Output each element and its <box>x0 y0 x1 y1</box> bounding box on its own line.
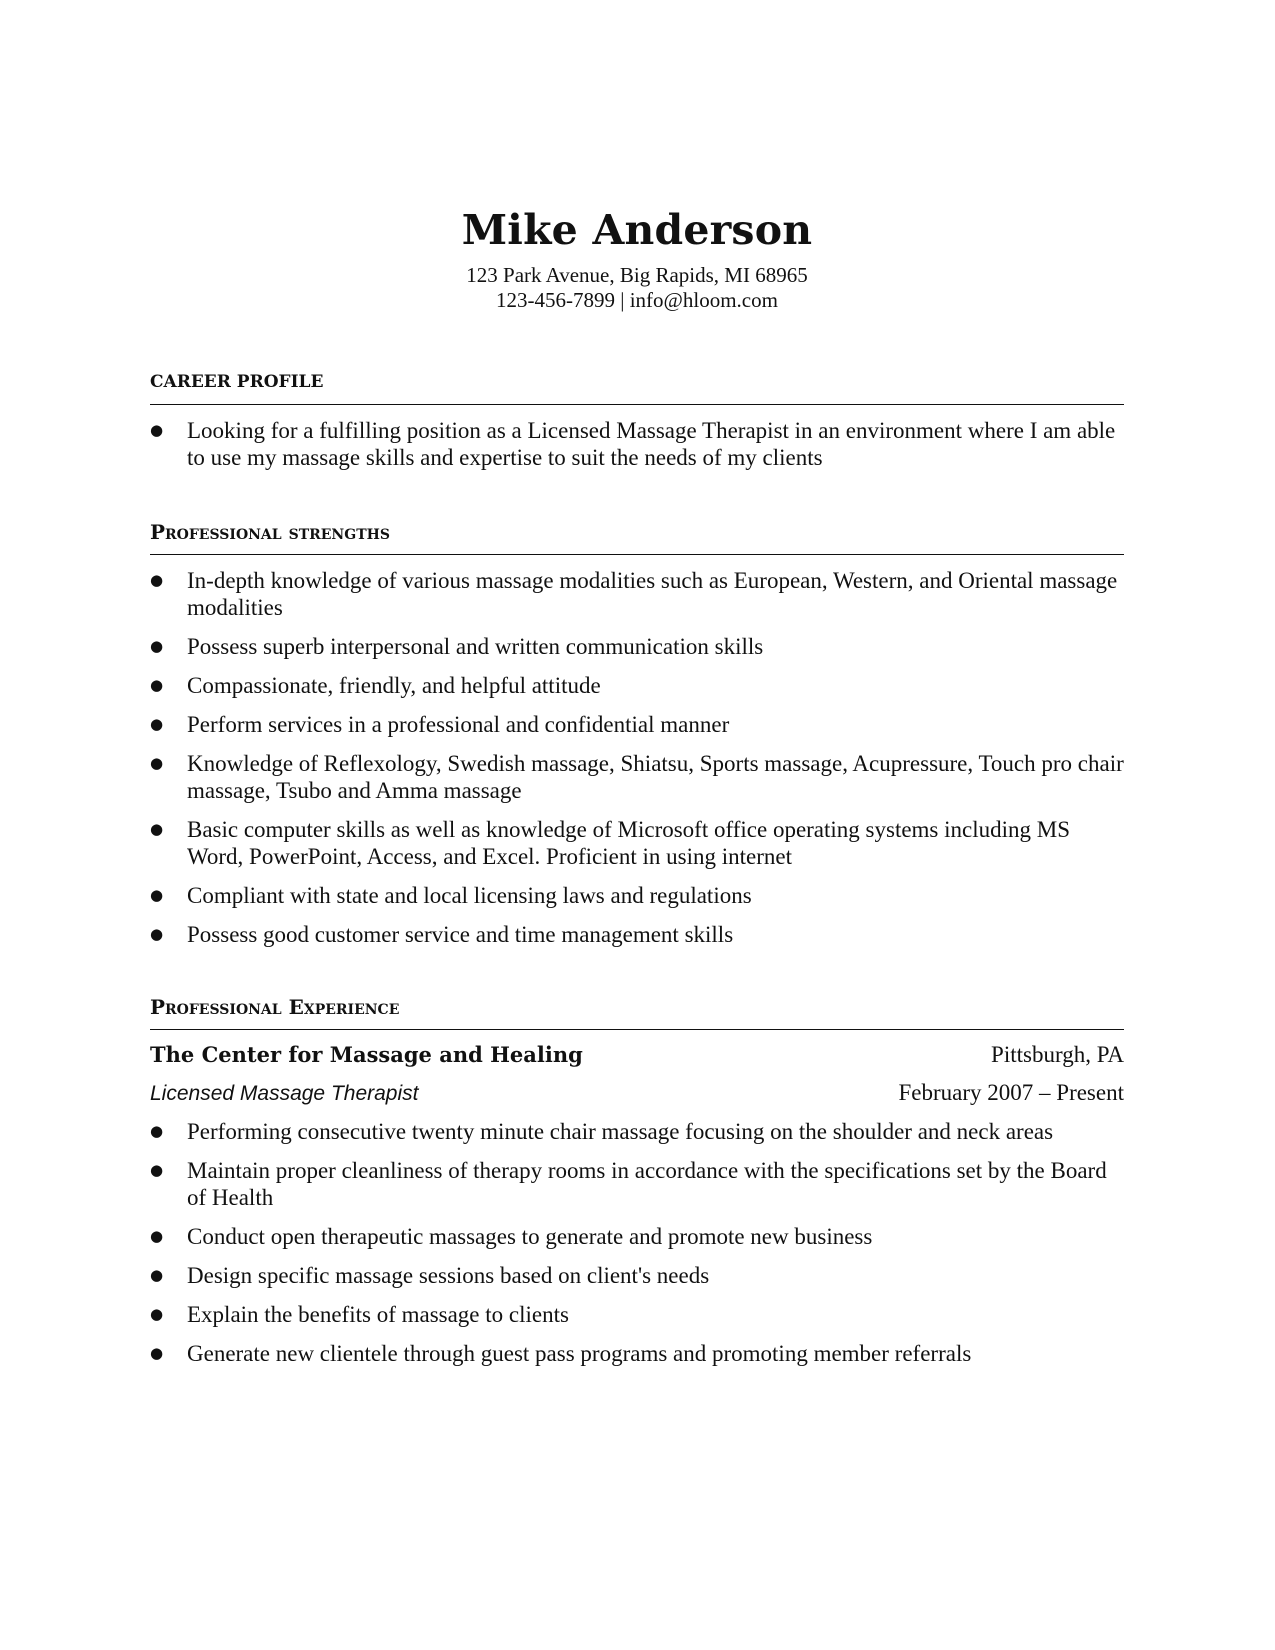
list-item <box>150 711 1124 738</box>
professional-strengths-list <box>150 567 1124 948</box>
job-subheader <box>150 1079 1124 1108</box>
list-item <box>150 921 1124 948</box>
list-item-text: Maintain proper cleanliness of therapy rooms in accordance with the specifications set by the Board of Health <box>187 1158 1107 1210</box>
employer-name: The Center for Massage and Healing <box>150 1042 583 1067</box>
list-item <box>150 882 1124 909</box>
list-item <box>150 816 1124 870</box>
career-profile-heading: CAREER PROFILE <box>150 370 1124 405</box>
bullet-icon: ● <box>150 1305 164 1323</box>
bullet-icon: ● <box>150 676 164 694</box>
list-item <box>150 633 1124 660</box>
professional-experience-section <box>150 995 1124 1367</box>
bullet-icon: ● <box>150 421 164 439</box>
list-item <box>150 567 1124 621</box>
list-item <box>150 1223 1124 1250</box>
bullet-icon: ● <box>150 715 164 733</box>
list-item-text: Possess good customer service and time management skills <box>187 922 734 947</box>
bullet-icon: ● <box>150 571 164 589</box>
list-item <box>150 1340 1124 1367</box>
list-item-text: Explain the benefits of massage to clients <box>187 1302 569 1327</box>
bullet-icon: ● <box>150 754 164 772</box>
list-item-text: Performing consecutive twenty minute chair massage focusing on the shoulder and neck areas <box>187 1119 1054 1144</box>
bullet-icon: ● <box>150 1227 164 1245</box>
job-dates: February 2007 – Present <box>898 1080 1124 1105</box>
bullet-icon: ● <box>150 637 164 655</box>
bullet-icon: ● <box>150 1266 164 1284</box>
professional-strengths-heading: Professional strengths <box>150 520 1124 555</box>
list-item-text: Compliant with state and local licensing laws and regulations <box>187 883 752 908</box>
bullet-icon: ● <box>150 1122 164 1140</box>
list-item-text: In-depth knowledge of various massage modalities such as European, Western, and Oriental massage modalities <box>187 568 1118 620</box>
list-item-text: Conduct open therapeutic massages to generate and promote new business <box>187 1224 873 1249</box>
contact-block <box>150 263 1124 313</box>
list-item-text: Possess superb interpersonal and written communication skills <box>187 634 764 659</box>
resume-page <box>150 205 1124 1379</box>
phone-email-line: 123-456-7899 | info@hloom.com <box>496 288 778 312</box>
bullet-icon: ● <box>150 1161 164 1179</box>
list-item <box>150 1262 1124 1289</box>
job-role: Licensed Massage Therapist <box>150 1082 419 1105</box>
list-item-text: Basic computer skills as well as knowledge of Microsoft office operating systems including MS Word, PowerPoint, Access, and Excel. Proficient in using internet <box>187 817 1071 869</box>
address-line: 123 Park Avenue, Big Rapids, MI 68965 <box>466 263 808 287</box>
career-profile-list <box>150 417 1124 471</box>
bullet-icon: ● <box>150 886 164 904</box>
list-item-text: Compassionate, friendly, and helpful attitude <box>187 673 601 698</box>
career-profile-section <box>150 370 1124 471</box>
list-item-text: Design specific massage sessions based on client's needs <box>187 1263 710 1288</box>
list-item-text: Looking for a fulfilling position as a Licensed Massage Therapist in an environment where I am able to use my massage skills and expertise to suit the needs of my clients <box>187 418 1116 470</box>
list-item <box>150 1157 1124 1211</box>
list-item <box>150 417 1124 471</box>
job-duties-list <box>150 1118 1124 1367</box>
list-item <box>150 1118 1124 1145</box>
job-location: Pittsburgh, PA <box>991 1042 1124 1067</box>
list-item-text: Knowledge of Reflexology, Swedish massage, Shiatsu, Sports massage, Acupressure, Touch pro chair massage, Tsubo and Amma massage <box>187 751 1124 803</box>
list-item <box>150 1301 1124 1328</box>
candidate-name: Mike Anderson <box>461 206 813 254</box>
list-item <box>150 750 1124 804</box>
bullet-icon: ● <box>150 925 164 943</box>
job-header <box>150 1041 1124 1069</box>
bullet-icon: ● <box>150 1344 164 1362</box>
list-item-text: Perform services in a professional and confidential manner <box>187 712 730 737</box>
professional-experience-heading: Professional Experience <box>150 995 1124 1030</box>
list-item-text: Generate new clientele through guest pass programs and promoting member referrals <box>187 1341 972 1366</box>
professional-strengths-section <box>150 520 1124 948</box>
job-entry <box>150 1041 1124 1367</box>
list-item <box>150 672 1124 699</box>
bullet-icon: ● <box>150 820 164 838</box>
